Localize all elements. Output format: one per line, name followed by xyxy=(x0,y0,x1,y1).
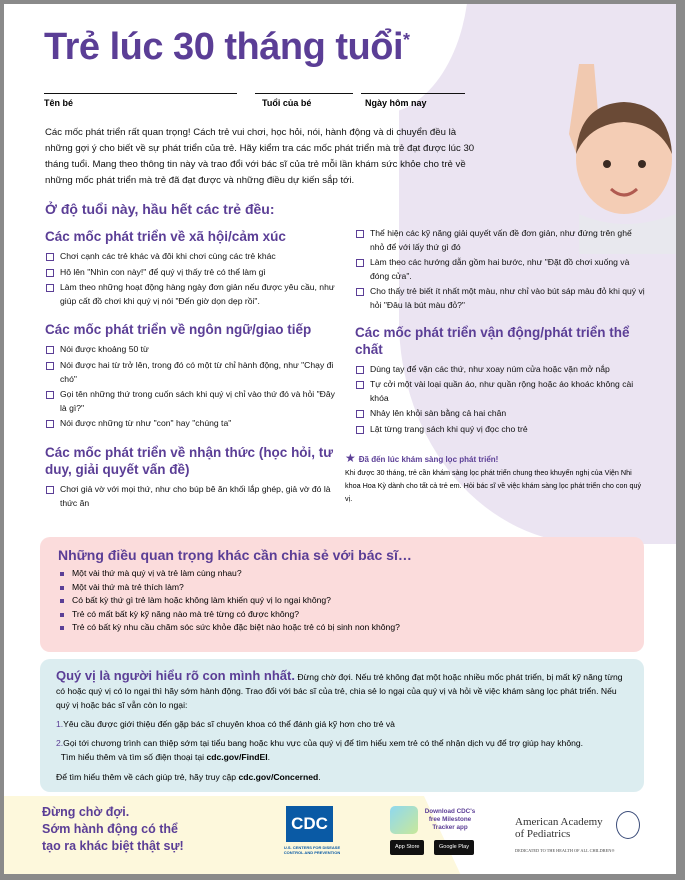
step-2-more: Tìm hiểu thêm và tìm số điện thoại tại xyxy=(60,752,207,762)
aap-tagline: DEDICATED TO THE HEALTH OF ALL CHILDREN® xyxy=(515,848,615,853)
child-age-label: Tuổi của bé xyxy=(262,98,312,108)
screening-heading: Đã đến lúc khám sàng lọc phát triển! xyxy=(358,455,499,464)
step-number: 1. xyxy=(56,719,64,729)
cognitive-heading: Các mốc phát triển về nhận thức (học hỏi, tư duy, giải quyết vấn đề) xyxy=(45,444,334,477)
share-item: Trẻ có mất bất kỳ kỹ năng nào mà trẻ từng có được không? xyxy=(58,608,626,622)
checklist-item[interactable]: Gọi tên những thứ trong cuốn sách khi quý vị chỉ vào thứ đó và hỏi "Đây là gì?" xyxy=(45,388,337,415)
child-name-field[interactable] xyxy=(44,93,237,108)
act-early-lead: Quý vị là người hiểu rõ con mình nhất. xyxy=(56,668,295,683)
checklist-item[interactable]: Nói được hai từ trở lên, trong đó có một từ chỉ hành động, như "Chạy đi chó" xyxy=(45,359,337,386)
footer xyxy=(4,796,676,874)
screening-note xyxy=(345,452,645,505)
checklist-item[interactable]: Chơi cạnh các trẻ khác và đôi khi chơi cùng các trẻ khác xyxy=(45,250,337,264)
checklist-item[interactable]: Nhảy lên khỏi sàn bằng cả hai chân xyxy=(355,407,645,421)
learn-more-text: Để tìm hiểu thêm về cách giúp trẻ, hãy truy cập xyxy=(56,772,239,782)
share-item: Một vài thứ mà quý vị và trẻ làm cùng nhau? xyxy=(58,567,626,581)
share-heading: Những điều quan trọng khác cần chia sẻ với bác sĩ… xyxy=(58,547,412,563)
share-item: Một vài thứ mà trẻ thích làm? xyxy=(58,581,626,595)
checklist-item[interactable]: Làm theo những hoạt động hàng ngày đơn giản nếu được yêu cầu, như giúp cất đồ chơi khi quý vị nói "Đến giờ dọn dẹp rồi". xyxy=(45,281,337,308)
slogan-line: Đừng chờ đợi. xyxy=(42,805,130,819)
milestone-app-icon[interactable] xyxy=(390,806,418,834)
right-column xyxy=(355,227,645,450)
checklist-item[interactable]: Dùng tay để vặn các thứ, như xoay núm cửa hoặc vặn mở nắp xyxy=(355,363,645,377)
slogan xyxy=(42,804,184,855)
left-column xyxy=(45,228,337,523)
child-name-label: Tên bé xyxy=(44,98,74,108)
cdc-subtitle: U.S. CENTERS FOR DISEASE CONTROL AND PREVENTION xyxy=(283,845,341,855)
checklist-item[interactable]: Hô lên "Nhìn con này!" để quý vị thấy trẻ có thể làm gì xyxy=(45,266,337,280)
title-text: Trẻ lúc 30 tháng tuổi xyxy=(44,26,403,68)
checklist-item[interactable]: Cho thấy trẻ biết ít nhất một màu, như chỉ vào bút sáp màu đỏ khi quý vị hỏi "Đâu là bút màu đỏ?" xyxy=(355,285,645,312)
app-store-badge[interactable]: App Store xyxy=(390,840,424,855)
act-early-text: Đừng chờ đợi. Nếu trẻ không đạt một hoặc nhiều mốc phát triển, bị mất kỹ năng từng có hoặc quý vị có lo ngại thì hãy sớm hành động. Trao đổi với bác sĩ của trẻ, chia sẻ lo ngại của quý vị và hỏi về việc khám sàng lọc phát triển. Nếu quý vị hoặc bác sĩ vẫn còn lo ngại: xyxy=(56,672,623,710)
age-heading: Ở độ tuổi này, hầu hết các trẻ đều: xyxy=(45,201,275,217)
slogan-line: Sớm hành động có thể xyxy=(42,822,178,836)
app-download-text: Download CDC's free Milestone Tracker app xyxy=(424,808,476,831)
language-heading: Các mốc phát triển về ngôn ngữ/giao tiếp xyxy=(45,322,312,338)
physical-heading: Các mốc phát triển vận động/phát triển thể chất xyxy=(355,324,630,357)
checklist-item[interactable]: Nói được khoảng 50 từ xyxy=(45,343,337,357)
checklist-item[interactable]: Tự cởi một vài loại quần áo, như quần rộng hoặc áo khoác không cài khóa xyxy=(355,378,645,405)
screening-text: Khi được 30 tháng, trẻ cần khám sàng lọc phát triển chung theo khuyến nghị của Viện Nhi khoa Hoa Kỳ dành cho tất cả trẻ em. Hỏi bác sĩ về việc khám sàng lọc phát triển cho con quý vị. xyxy=(345,468,642,503)
aap-logo-text: American Academy of Pediatrics xyxy=(515,816,603,840)
findei-link[interactable]: cdc.gov/FindEI xyxy=(206,752,268,762)
intro-text: Các mốc phát triển rất quan trọng! Cách trẻ vui chơi, học hỏi, nói, hành động và di chuyển đều là những gợi ý cho biết về sự phát triển của trẻ. Hãy kiểm tra các mốc phát triển mà trẻ đạt được lúc 30 tháng tuổi. Mang theo thông tin này và trao đổi với bác sĩ của trẻ mỗi lần khám sức khỏe cho trẻ về những mốc phát triển mà trẻ đã đạt được và những điều dự kiến sắp tới. xyxy=(45,127,475,186)
page-title xyxy=(44,26,410,69)
child-age-field[interactable] xyxy=(255,93,353,108)
aap-seal-icon xyxy=(616,811,640,839)
milestone-page xyxy=(4,4,676,874)
checklist-item[interactable]: Thể hiện các kỹ năng giải quyết vấn đề đơn giản, như đứng trên ghế nhỏ để với lấy thứ gì đó xyxy=(355,227,645,254)
child-photo xyxy=(539,64,676,254)
title-asterisk: * xyxy=(403,30,410,50)
checklist-item[interactable]: Nói được những từ như "con" hay "chúng ta" xyxy=(45,417,337,431)
slogan-line: tạo ra khác biệt thật sự! xyxy=(42,839,184,853)
checklist-item[interactable]: Lật từng trang sách khi quý vị đọc cho trẻ xyxy=(355,423,645,437)
step-1: Yêu cầu được giới thiệu đến gặp bác sĩ chuyên khoa có thể đánh giá kỹ hơn cho trẻ và xyxy=(63,719,395,729)
social-heading: Các mốc phát triển về xã hội/cảm xúc xyxy=(45,229,286,244)
star-icon: ★ xyxy=(345,451,356,465)
concerned-link[interactable]: cdc.gov/Concerned xyxy=(238,772,319,782)
share-item: Trẻ có bất kỳ nhu cầu chăm sóc sức khỏe đặc biệt nào hoặc trẻ có bị sinh non không? xyxy=(58,621,626,635)
share-item: Có bất kỳ thứ gì trẻ làm hoặc không làm khiến quý vị lo ngại không? xyxy=(58,594,626,608)
checklist-item[interactable]: Làm theo các hướng dẫn gồm hai bước, như "Đặt đồ chơi xuống và đóng cửa". xyxy=(355,256,645,283)
date-label: Ngày hôm nay xyxy=(365,98,427,108)
act-early-box: Quý vị là người hiểu rõ con mình nhất. Đừng chờ đợi. Nếu trẻ không đạt một hoặc nhiều mốc phát triển, bị mất kỹ năng từng có hoặc quý vị có lo ngại thì hãy sớm hành động. Trao đổi với bác sĩ của trẻ, chia sẻ lo ngại của quý vị và hỏi về việc khám sàng lọc phát triển. Nếu quý vị hoặc bác sĩ vẫn còn lo ngại: 1.Yêu cầu được giới thiệu đến gặp bác sĩ chuyên khoa có thể đánh giá kỹ hơn cho trẻ và 2.Gọi tới chương trình can thiệp sớm tại tiểu bang hoặc khu vực của quý vị để tìm hiểu xem trẻ có thể nhận dịch vụ để trợ giúp hay không. Tìm hiểu thêm và tìm số điện thoại tại cdc.gov/FindEI. Để tìm hiểu thêm về cách giúp trẻ, hãy truy cập cdc.gov/Concerned. xyxy=(40,659,644,792)
share-with-doctor-box xyxy=(40,537,644,652)
checklist-item[interactable]: Chơi giả vờ với mọi thứ, như cho búp bê ăn khối lắp ghép, giả vờ đó là thức ăn xyxy=(45,483,337,510)
google-play-badge[interactable]: Google Play xyxy=(434,840,474,855)
cdc-logo: CDC xyxy=(286,806,333,842)
step-number: 2. xyxy=(56,738,64,748)
step-2: Gọi tới chương trình can thiệp sớm tại tiểu bang hoặc khu vực của quý vị để tìm hiểu xem trẻ có thể nhận dịch vụ để trợ giúp hay không. xyxy=(63,738,584,748)
date-field[interactable] xyxy=(361,93,465,108)
